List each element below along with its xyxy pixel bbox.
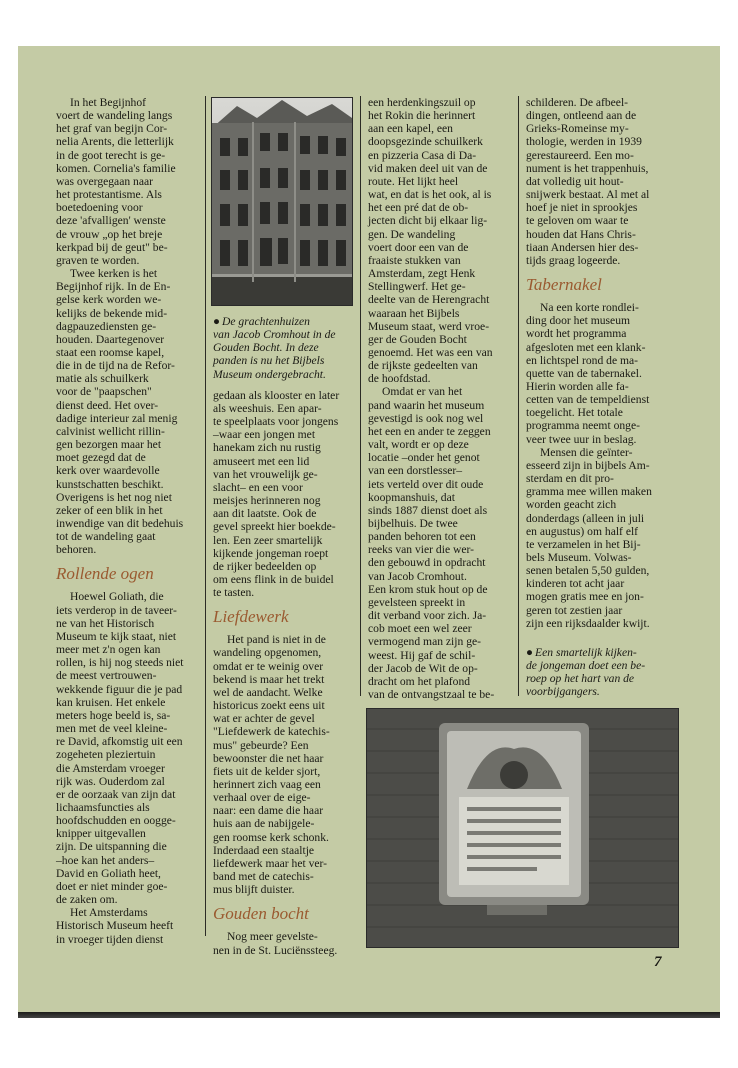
caption-grachtenhuizen: ● De grachtenhuizen van Jacob Cromhout in de Gouden Bocht. In deze panden is nu het Bijbels Museum ondergebracht. — [213, 315, 358, 381]
heading-liefdewerk: Liefdewerk — [213, 607, 289, 627]
col2-paragraph-1: gedaan als klooster en later als weeshuis. Een apar- te speelplaats voor jongens –waar een jongen met hanekam zich nu rustig amuseert met een lid van het vrouwelijk ge- slacht– en een voor meisjes herinneren nog aan dit laatste. Ook de gevel spreekt hier boekde- len. Een zeer smartelijk kijkende jongeman roept de rijker bedeelden op om eens flink in de buidel te tasten. — [213, 388, 340, 600]
caption-smartelijke-jongeman: ● Een smartelijk kijken- de jongeman doet een be- roep op het hart van de voorbijgangers. — [526, 646, 676, 699]
col2-paragraph-3: Nog meer gevelste- nen in de St. Luciënssteeg. — [213, 930, 338, 957]
col2-paragraph-2: Het pand is niet in de wandeling opgenomen, omdat er te weinig over bekend is maar het trekt wel de aandacht. Welke historicus zoekt eens uit wat er achter de gevel "Liefdewerk de katechis- mus" gebeurde? Een bewoonster die net haar fiets uit de kelder sjort, herinnert zich vaag een verhaal over de eige- naar: een dame die haar huis aan de nabijgele- gen roomse kerk schonk. Inderdaad een staaltje liefdewerk maar het ver- band met de catechis- mus blijft duister. — [213, 633, 330, 897]
column-3 — [368, 96, 516, 701]
column-rule-1 — [205, 96, 206, 936]
col1-paragraph-3: Hoewel Goliath, die iets verderop in de taveer- ne van het Historisch Museum te kijk staat, niet meer met z'n ogen kan rollen, is hij nog steeds niet de meest vertrouwen- wekkende figuur die je pad kan kruisen. Het enkele meters hoge beeld is, sa- men met de veel kleine- re David, afkomstig uit een zogeheten pleziertuin die Amsterdam vroeger rijk was. Ouderdom zal er de oorzaak van zijn dat lichaamsfuncties als hoofdschudden en oogge- knipper uitgevallen zijn. De uitspanning die –hoe kan het anders– David en Goliath heet, doet er niet minder goe- de zaken om. — [56, 590, 184, 907]
col3-paragraph-1: een herdenkingszuil op het Rokin die herinnert aan een kapel, een doopsgezinde schuilkerk en pizzeria Casa di Da- vid maken deel uit van de route. Het lijkt heel wat, en dat is het ook, al is het een pré dat de ob- jecten dicht bij elkaar lig- gen. De wandeling voert door een van de fraaiste stukken van Amsterdam, zegt Henk Stellingwerf. Het ge- deelte van de Herengracht waaraan het Bijbels Museum staat, werd vroe- ger de Gouden Bocht genoemd. Het was een van de rijkste gedeelten van de hoofdstad. — [368, 96, 493, 386]
building-photo-icon — [212, 98, 352, 305]
page-edge-shadow — [18, 1012, 720, 1018]
column-2 — [213, 315, 358, 957]
gevel-plaque-photo-icon — [367, 709, 678, 947]
col4-paragraph-2: Na een korte rondlei- ding door het museum wordt het programma afgesloten met een klank- en lichtspel rond de ma- quette van de tabernakel. Hierin worden alle fa- cetten van de tempeldienst toegelicht. Het totale programma neemt onge- veer twee uur in beslag. — [526, 301, 650, 446]
col1-paragraph-1: In het Begijnhof voert de wandeling langs het graf van begijn Cor- nelia Arents, die letterlijk in de goot terecht is ge- komen. Cornelia's familie was overgegaan naar het protestantisme. Als boetedoening voor deze 'afvalligen' wenste de vrouw „op het breje kerkpad bij de geut" be- graven te worden. — [56, 96, 176, 267]
col4-paragraph-3: Mensen die geïnter- esseerd zijn in bijbels Am- sterdam en dit pro- gramma mee willen maken worden geacht zich donderdags (alleen in juli en augustus) om half elf te verzamelen in het Bij- bels Museum. Volwas- senen betalen 5,50 gulden, kinderen tot acht jaar mogen gratis mee en jon- geren tot zestien jaar zijn een rijksdaalder kwijt. — [526, 445, 652, 630]
column-rule-3 — [518, 96, 519, 696]
col3-paragraph-2: Omdat er van het pand waarin het museum gevestigd is ook nog wel het een en ander te zeggen valt, wordt er op deze locatie –onder het genot van een dorstlesser– iets verteld over dit oude koopmanshuis, dat sinds 1887 dienst doet als bijbelhuis. De twee panden behoren tot een reeks van vier die wer- den gebouwd in opdracht van Jacob Cromhout. Een krom stuk hout op de gevelsteen spreekt in dit verband voor zich. Ja- cob moet een wel zeer vermogend man zijn ge- weest. Hij gaf de schil- der Jacob de Wit de op- dracht om het plafond van de ontvangstzaal te be- — [368, 385, 495, 702]
heading-rollende-ogen: Rollende ogen — [56, 564, 154, 584]
column-4 — [526, 96, 676, 699]
col1-paragraph-2: Twee kerken is het Begijnhof rijk. In de En- gelse kerk worden we- kelijks de bekende mid- dagpauzediensten ge- houden. Daartegenover staat een roomse kapel, die in de tijd na de Refor- matie als schuilkerk voor de "paapschen" dienst deed. Het over- dadige interieur zal menig calvinist wellicht rillin- gen bezorgen maar het moet gezegd dat de kerk over waardevolle kunstschatten beschikt. Overigens is het nog niet zeker of een blik in het inwendige van dit bedehuis tot de wandeling gaat behoren. — [56, 267, 184, 557]
photo-gevelsteen — [366, 708, 679, 948]
heading-tabernakel: Tabernakel — [526, 275, 602, 295]
col4-paragraph-1: schilderen. De afbeel- dingen, ontleend aan de Grieks-Romeinse my- thologie, werden in 1939 gerestaureerd. Een mo- nument is het trappenhuis, dat volledig uit hout- snijwerk bestaat. Al met al hoef je niet in sprookjes te geloven om waar te houden dat Hans Chris- tiaan Andersen hier des- tijds graag logeerde. — [526, 96, 650, 267]
page-number: 7 — [654, 954, 662, 970]
column-1 — [56, 96, 202, 946]
column-rule-2 — [360, 96, 361, 696]
photo-grachtenhuizen — [211, 97, 353, 306]
heading-gouden-bocht: Gouden bocht — [213, 904, 309, 924]
col1-paragraph-4: Het Amsterdams Historisch Museum heeft in vroeger tijden dienst — [56, 906, 174, 946]
